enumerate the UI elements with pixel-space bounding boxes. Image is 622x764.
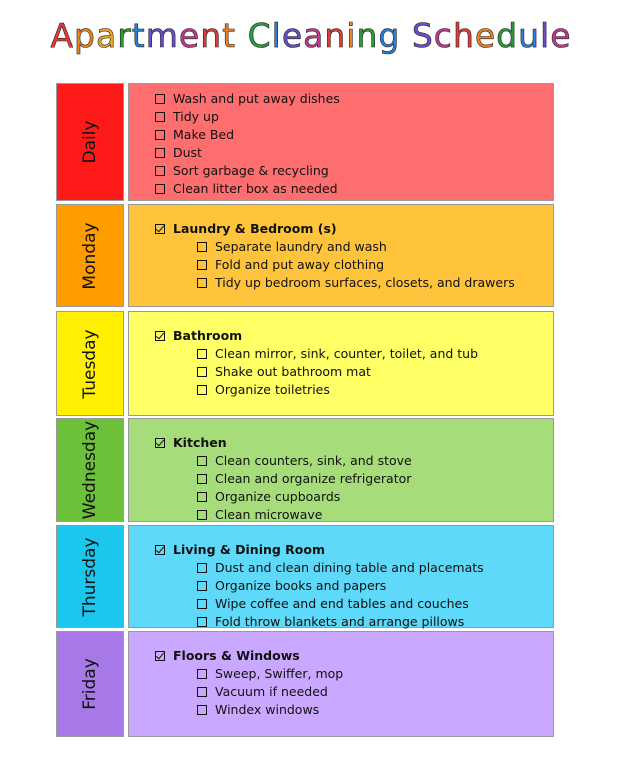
title-letter: t [131,16,146,55]
day-cell [56,83,124,201]
task-label: Dust and clean dining table and placemats [215,560,484,575]
task-item [197,470,411,488]
task-label: Sweep, Swiffer, mop [215,666,344,681]
checkbox[interactable] [197,385,207,395]
task-group-header [155,434,227,452]
task-panel [128,631,554,737]
checkbox[interactable] [155,112,165,122]
task-label: Fold and put away clothing [215,257,385,272]
task-label: Separate laundry and wash [215,239,387,254]
task-item [197,683,328,701]
task-item [197,488,340,506]
task-panel [128,418,554,522]
task-label: Organize books and papers [215,578,387,593]
task-panel [128,83,554,201]
checkbox[interactable] [155,148,165,158]
task-label: Wipe coffee and end tables and couches [215,596,469,611]
checkbox[interactable] [197,510,207,520]
checked-checkbox[interactable] [155,331,165,341]
checkbox[interactable] [197,687,207,697]
task-item [197,701,319,719]
task-label: Wash and put away dishes [173,91,340,106]
title-letter: S [411,16,434,55]
task-item [197,274,515,292]
task-label: Floors & Windows [173,648,300,663]
task-label: Clean mirror, sink, counter, toilet, and tub [215,346,479,361]
checkbox[interactable] [197,617,207,627]
checkbox[interactable] [155,94,165,104]
task-label: Vacuum if needed [215,684,328,699]
task-label: Windex windows [215,702,320,717]
day-label: Tuesday [80,328,100,399]
title-letter [236,16,248,55]
task-group-header [155,647,300,665]
checked-checkbox[interactable] [155,545,165,555]
task-item [155,90,340,108]
title-letter: n [356,16,379,55]
title-letter: e [474,16,497,55]
title-letter: l [271,16,282,55]
task-label: Dust [173,145,202,160]
task-group-header [155,220,337,238]
title-letter: g [378,16,401,55]
task-label: Living & Dining Room [173,542,326,557]
day-cell [56,311,124,416]
task-label: Bathroom [173,328,243,343]
task-item [197,238,387,256]
title-letter: h [452,16,475,55]
task-item [155,162,329,180]
checkbox[interactable] [197,242,207,252]
task-label: Organize cupboards [215,489,341,504]
task-label: Laundry & Bedroom (s) [173,221,337,236]
task-label: Make Bed [173,127,235,142]
title-letter: m [145,16,179,55]
task-item [197,577,386,595]
checkbox[interactable] [197,563,207,573]
title-letter: c [433,16,453,55]
day-cell [56,204,124,307]
task-item [197,363,371,381]
day-label: Daily [80,120,100,164]
checkbox[interactable] [197,367,207,377]
task-label: Clean and organize refrigerator [215,471,412,486]
task-label: Fold throw blankets and arrange pillows [215,614,465,629]
task-item [155,126,234,144]
title-letter: i [346,16,357,55]
title-letter: d [496,16,519,55]
title-letter: e [550,16,572,55]
task-label: Tidy up [173,109,219,124]
task-label: Organize toiletries [215,382,330,397]
title-letter: a [303,16,325,55]
task-label: Kitchen [173,435,227,450]
title-letter: A [50,16,75,55]
schedule-row-daily [56,83,554,201]
schedule-row-tuesday [56,311,554,416]
task-item [197,665,343,683]
day-cell [56,418,124,522]
title-letter: p [74,16,96,55]
task-label: Clean microwave [215,507,323,522]
task-label: Sort garbage & recycling [173,163,329,178]
title-letter: n [200,16,223,55]
task-item [197,256,384,274]
checkbox[interactable] [197,581,207,591]
task-item [197,613,464,631]
checkbox[interactable] [197,599,207,609]
title-letter: n [324,16,347,55]
checkbox[interactable] [197,705,207,715]
task-item [155,108,219,126]
task-label: Tidy up bedroom surfaces, closets, and drawers [215,275,515,290]
task-group-header [155,327,242,345]
task-item [197,559,484,577]
schedule-row-monday [56,204,554,307]
task-panel [128,204,554,307]
task-label: Shake out bathroom mat [215,364,371,379]
day-label: Monday [80,221,100,290]
day-label: Friday [80,658,100,710]
checkbox[interactable] [197,278,207,288]
checkbox[interactable] [197,492,207,502]
checkbox[interactable] [155,184,165,194]
page-title [0,16,622,66]
checked-checkbox[interactable] [155,438,165,448]
title-letter: l [540,16,551,55]
task-item [197,506,322,524]
task-item [155,144,202,162]
task-item [197,452,412,470]
day-label: Thursday [80,536,100,617]
title-letter: e [281,16,304,55]
schedule-row-wednesday [56,418,554,522]
task-label: Clean counters, sink, and stove [215,453,412,468]
checkbox[interactable] [155,130,165,140]
schedule-row-thursday [56,525,554,628]
checkbox[interactable] [197,669,207,679]
checked-checkbox[interactable] [155,651,165,661]
title-letter [400,16,412,55]
task-item [197,595,469,613]
checkbox[interactable] [197,260,207,270]
day-cell [56,631,124,737]
task-item [197,345,478,363]
checked-checkbox[interactable] [155,224,165,234]
day-label: Wednesday [80,420,100,520]
title-letter: u [518,16,541,55]
title-letter: a [95,16,118,55]
task-label: Clean litter box as needed [173,181,338,196]
checkbox[interactable] [197,349,207,359]
task-panel [128,525,554,628]
task-item [197,381,330,399]
task-item [155,180,338,198]
title-letter: e [178,16,201,55]
title-letter: t [222,16,237,55]
task-group-header [155,541,325,559]
title-letter: r [117,16,132,55]
checkbox[interactable] [197,456,207,466]
title-letter: C [247,16,272,55]
task-panel [128,311,554,416]
checkbox[interactable] [155,166,165,176]
schedule-row-friday [56,631,554,737]
checkbox[interactable] [197,474,207,484]
day-cell [56,525,124,628]
